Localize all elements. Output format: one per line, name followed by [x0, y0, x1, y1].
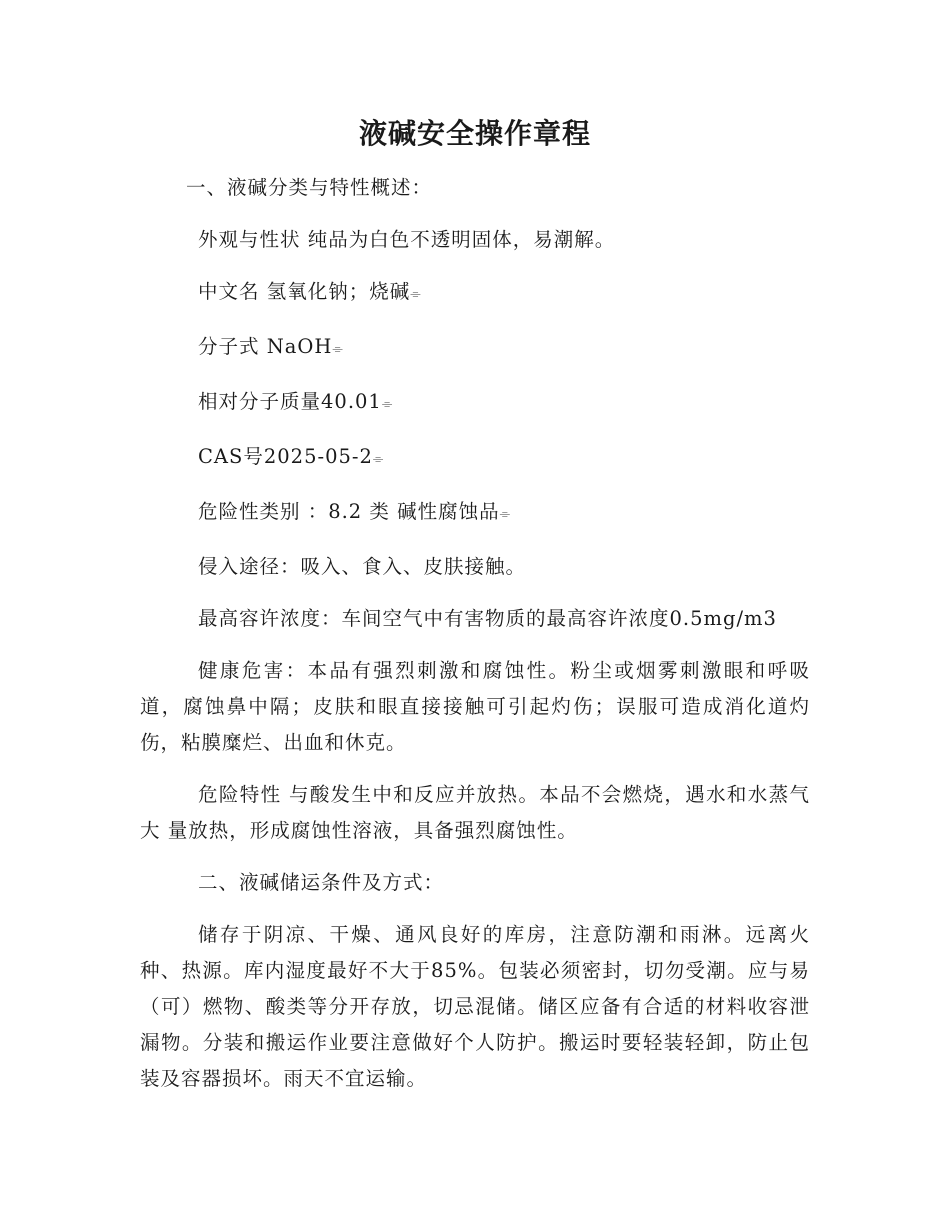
property-chinese-name: 中文名 氢氧化钠；烧碱⌯	[198, 280, 421, 303]
paragraph-mark: ⌯	[410, 287, 421, 302]
section-1-heading: 一、液碱分类与特性概述：	[186, 176, 433, 199]
property-appearance: 外观与性状 纯品为白色不透明固体，易潮解。	[198, 228, 616, 251]
paragraph-mark: ⌯	[372, 452, 384, 467]
property-max-concentration: 最高容许浓度：车间空气中有害物质的最高容许浓度0.5mg/m3	[198, 607, 777, 630]
storage-paragraph: 储存于阴凉、干燥、通风良好的库房，注意防潮和雨淋。远离火种、热源。库内湿度最好不大于85%。包装必须密封，切勿受潮。应与易（可）燃物、酸类等分开存放，切忌混储。储区应备有合适的材料收容泄漏物。分装和搬运作业要注意做好个人防护。搬运时要轻装轻卸，防止包装及容器损坏。雨天不宜运输。	[140, 923, 810, 1090]
property-formula: 分子式 NaOH⌯	[198, 335, 343, 358]
property-exposure-route: 侵入途径：吸入、食入、皮肤接触。	[198, 555, 527, 578]
paragraph-mark: ⌯	[499, 507, 511, 522]
paragraph-mark: ⌯	[381, 397, 393, 412]
property-molecular-mass: 相对分子质量40.01⌯	[198, 390, 393, 413]
document-title: 液碱安全操作章程	[358, 117, 591, 150]
danger-property-paragraph: 危险特性 与酸发生中和反应并放热。本品不会燃烧，遇水和水蒸气大 量放热，形成腐蚀性溶液，具备强烈腐蚀性。	[140, 783, 810, 842]
health-hazard-paragraph: 健康危害：本品有强烈刺激和腐蚀性。粉尘或烟雾刺激眼和呼吸道，腐蚀鼻中隔；皮肤和眼直接接触可引起灼伤；误服可造成消化道灼伤，粘膜糜烂、出血和休克。	[140, 659, 810, 754]
document-body	[140, 170, 810, 1097]
section-2-heading: 二、液碱储运条件及方式：	[198, 871, 445, 894]
paragraph-mark: ⌯	[332, 342, 343, 357]
property-hazard-class: 危险性类别 ：8.2 类 碱性腐蚀品⌯	[198, 500, 511, 523]
property-cas: CAS号2025-05-2⌯	[198, 445, 384, 468]
